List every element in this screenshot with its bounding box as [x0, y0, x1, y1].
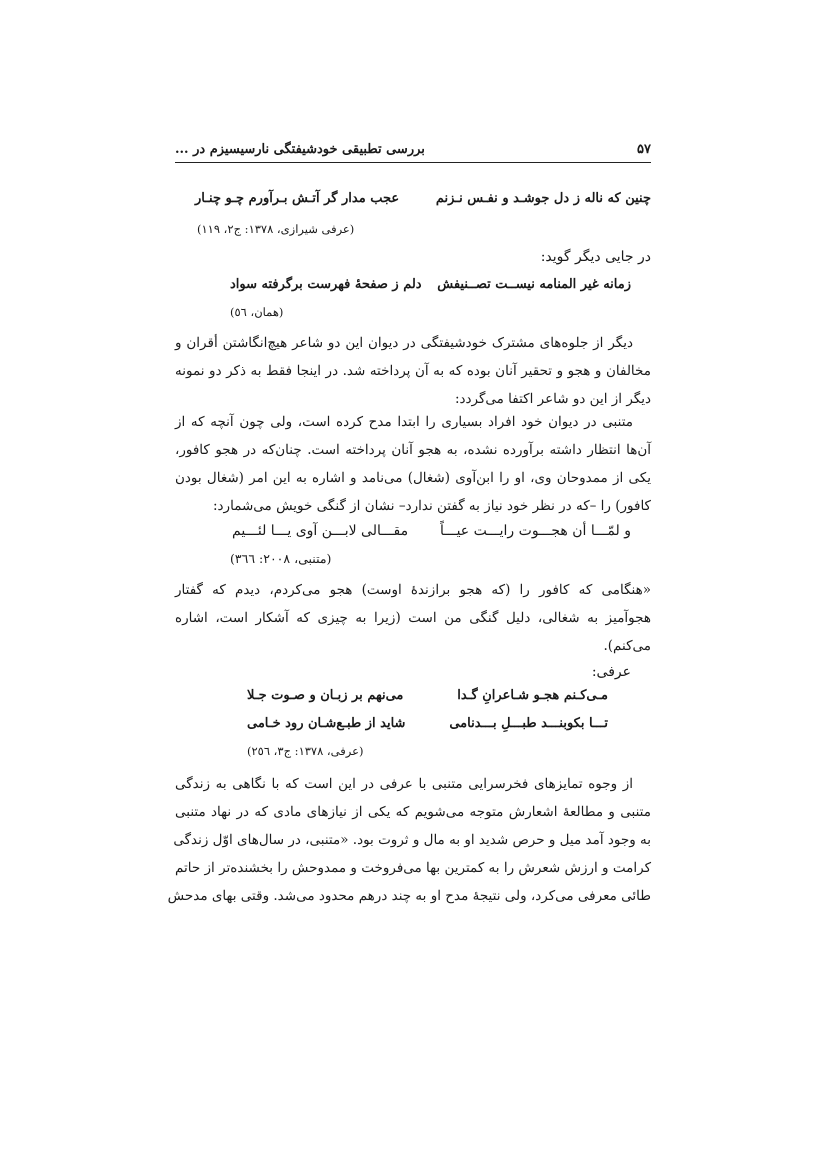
paragraph-2	[175, 408, 651, 520]
verse1-citation: (عرفی شیرازی، ۱۳۷۸: ج۲، ۱۱۹)	[197, 222, 355, 236]
verse1-left-hemistich: عجب مدار گر آتـش بـرآورم چـو چنـار	[195, 191, 400, 206]
verse3-citation: (متنبی، ۲۰۰۸: ۳٦٦)	[230, 551, 332, 566]
running-title: بررسی تطبیقی خودشیفتگی نارسیسیزم در ...	[175, 142, 425, 157]
paragraph-line: «هنگامی که کافور را (که هجو برازندهٔ اوست) هجو می‌کردم، دیدم که گفتار	[175, 582, 651, 598]
paragraph-line: می‌کنم).	[603, 638, 651, 654]
verse4-citation: (عرفی، ۱۳۷۸: ج۳، ۲٥٦)	[247, 744, 364, 758]
paragraph-line: کرامت و ارزش شعرش را به کمترین بها می‌فروخت و ممدوحش را بخشنده‌تر از حاتم	[175, 860, 651, 876]
verse4-line2-left: شاید از طبـع‌شـان رود خـامی	[247, 716, 406, 731]
paragraph-line: متنبی در دیوان خود افراد بسیاری را ابتدا مدح کرده است، ولی چون آنچه که از	[175, 414, 633, 430]
verse3-left-hemistich: مقـــالی لابـــن آوی یـــا لئـــیم	[232, 523, 409, 539]
page-number: ۵۷	[637, 142, 651, 157]
verse4-line1-left: می‌نهم بر زبـان و صـوت جـلا	[247, 688, 404, 703]
verse2-left-hemistich: دلم ز صفحهٔ فهرست برگرفته سواد	[230, 277, 422, 292]
paragraph-1	[175, 329, 651, 413]
paragraph-line: متنبی و مطالعهٔ اشعارش متوجه می‌شویم که یکی از نیازهای مادی که در نهاد متنبی	[175, 804, 651, 820]
verse2-right-hemistich: زمانه غیر المنامه نیســت تصــنیفش	[437, 277, 631, 292]
verse3-right-hemistich: و لمّـــا أن هجـــوت رایـــت عیـــاً	[440, 523, 631, 539]
paragraph-line: یکی از ممدوحان وی، او را ابن‌آوی (شغال) می‌نامد و اشاره به این امر (شغال بودن	[175, 470, 651, 486]
verse1-right-hemistich: چنین که ناله ز دل جوشـد و نفـس نـزنم	[435, 191, 651, 206]
paragraph-line: آن‌ها انتظار داشته برآورده نشده، به هجو آنان پرداخته است. چنان‌که در هجو کافور،	[175, 442, 651, 458]
intro-orfi: عرفی:	[591, 664, 631, 680]
paragraph-line: دیگر از این دو شاعر اکتفا می‌گردد:	[454, 391, 651, 407]
paragraph-line: طائی معرفی می‌کرد، ولی نتیجهٔ مدح او به چند درهم محدود می‌شد. وقتی بهای مدحش	[167, 888, 651, 904]
verse4-line2-right: تـــا بکوبنـــد طبـــلِ بـــدنامی	[449, 716, 608, 731]
paragraph-line: دیگر از جلوه‌های مشترک خودشیفتگی در دیوان این دو شاعر هیچ‌انگاشتن أقران و	[175, 335, 633, 351]
intro-another-place: در جایی دیگر گوید:	[540, 249, 651, 265]
paragraph-line: از وجوه تمایزهای فخرسرایی متنبی با عرفی در این است که با نگاهی به زندگی	[175, 776, 633, 792]
running-header	[175, 140, 651, 163]
verse2-citation: (همان، ٥٦)	[230, 305, 284, 319]
verse4-line1-right: مـی‌کـنم هجـو شـاعرانِ گـدا	[457, 688, 608, 703]
paragraph-4	[167, 770, 651, 910]
paragraph-line: مخالفان و هجو و تحقیر آنان بوده که به آن پرداخته شد. در اینجا فقط به ذکر دو نمونه	[175, 363, 651, 379]
paragraph-line: به وجود آمد میل و حرص شدید او به مال و ثروت بود. «متنبی، در سال‌های اوّل زندگی	[173, 832, 651, 848]
paragraph-3	[175, 576, 651, 660]
paragraph-line: هجوآمیز به شغالی، دلیل گنگی من است (زیرا به چیزی که آشکار است، اشاره	[175, 610, 651, 626]
paragraph-line: کافور) را –که در نظر خود نیاز به گفتن ندارد– نشان از گنگی خویش می‌شمارد:	[213, 498, 651, 514]
